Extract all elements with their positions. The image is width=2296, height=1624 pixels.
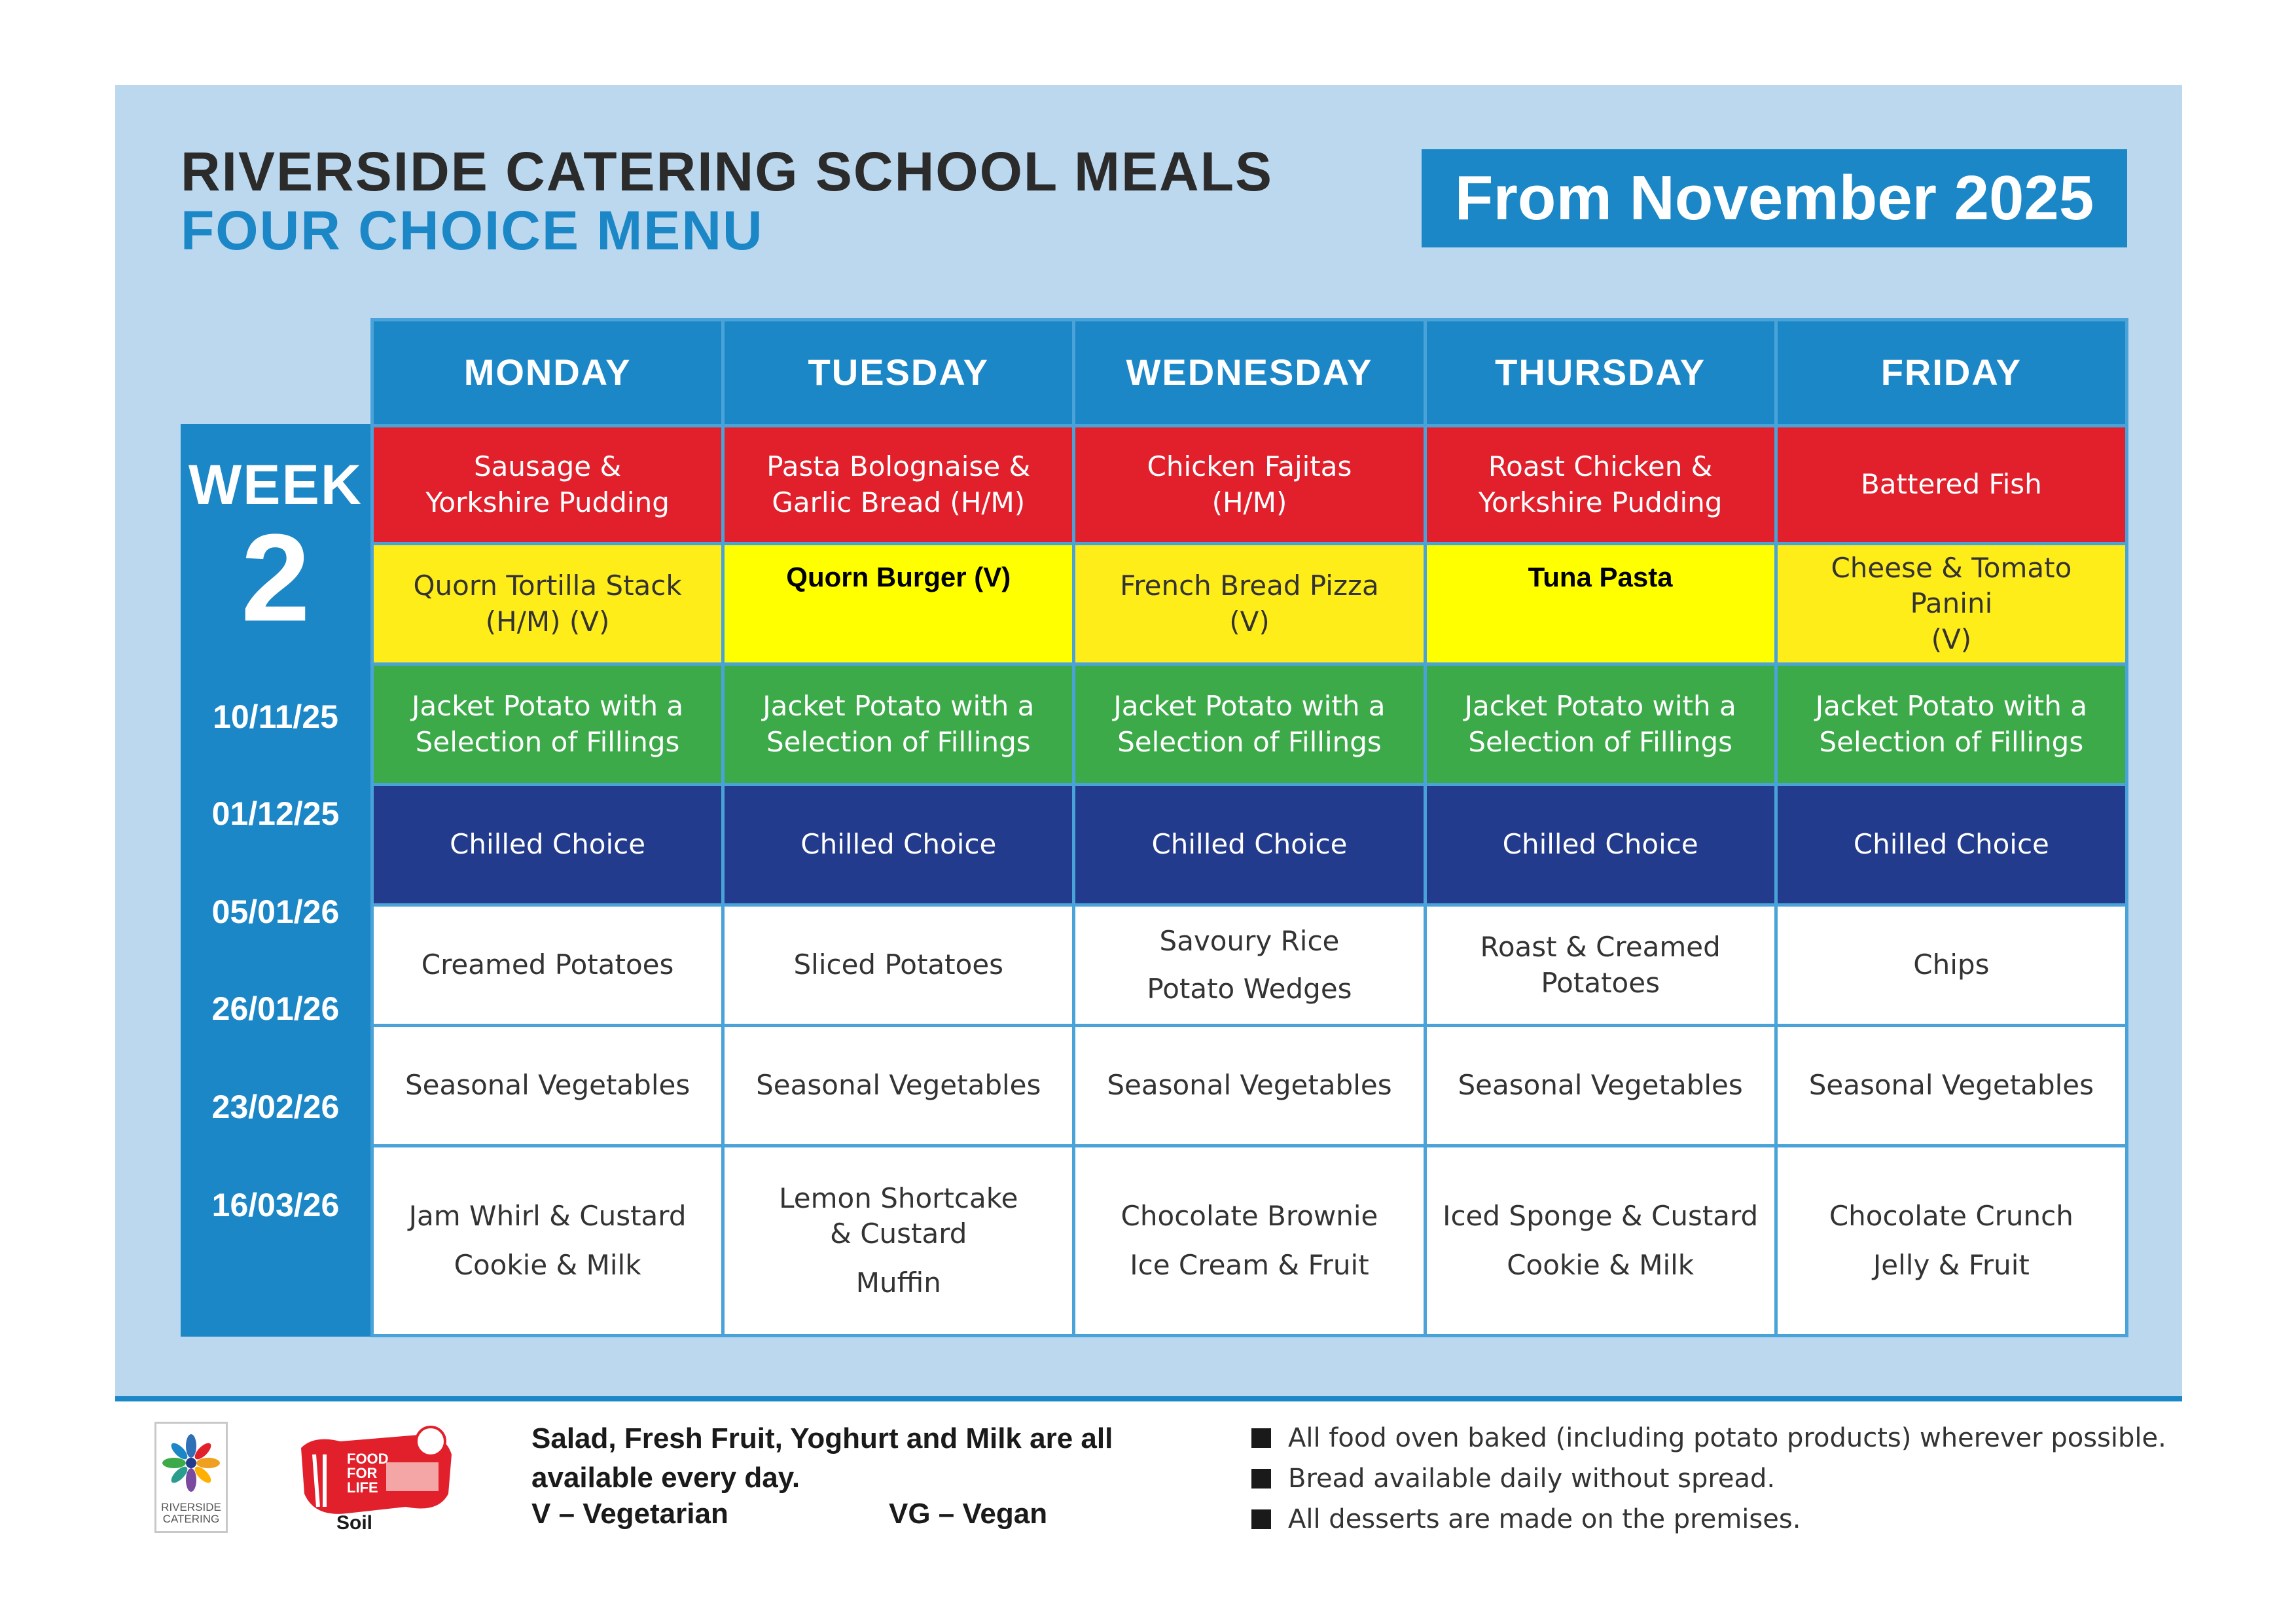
- week-date: 16/03/26: [211, 1187, 340, 1223]
- cell-line: Potato Wedges: [1147, 972, 1352, 1005]
- dessert-row: [372, 1146, 2127, 1336]
- menu-cell: [372, 664, 723, 785]
- cell-line: Selection of Fillings: [766, 725, 1031, 758]
- cell-line: Yorkshire Pudding: [425, 486, 670, 518]
- week-column: [181, 424, 370, 1337]
- date-banner: From November 2025: [1422, 149, 2127, 247]
- cell-line: Jacket Potato with a: [762, 689, 1035, 722]
- week-date: 26/01/26: [211, 990, 340, 1027]
- cell-line: (V): [1229, 605, 1270, 638]
- flower-emblem-icon: [156, 1429, 226, 1501]
- day-header-friday: FRIDAY: [1776, 320, 2126, 426]
- menu-cell: [372, 1146, 723, 1336]
- menu-cell: [723, 426, 1074, 544]
- menu-cell: [372, 544, 723, 664]
- logo-text-line: LIFE: [347, 1479, 378, 1496]
- menu-grid: [370, 318, 2128, 1337]
- square-bullet-icon: [1251, 1469, 1271, 1489]
- sides-row: [372, 905, 2127, 1026]
- menu-cell: Seasonal Vegetables: [1425, 1026, 1776, 1146]
- cell-line: Potatoes: [1541, 966, 1660, 999]
- cell-line: Cookie & Milk: [454, 1248, 641, 1281]
- day-header-row: [372, 320, 2127, 426]
- jacket-potato-row: [372, 664, 2127, 785]
- menu-cell: [1776, 544, 2126, 664]
- day-header-tuesday: TUESDAY: [723, 320, 1074, 426]
- square-bullet-icon: [1251, 1428, 1271, 1448]
- cell-line: Battered Fish: [1860, 468, 2042, 501]
- soil-association-text: Soil: [336, 1512, 373, 1534]
- cell-line: Lemon Shortcake: [779, 1182, 1018, 1214]
- menu-cell: Chilled Choice: [1776, 785, 2126, 905]
- note-item: [1251, 1499, 2166, 1540]
- menu-cell: [1776, 426, 2126, 544]
- menu-table: [370, 318, 2128, 1337]
- cell-line: Quorn Burger (V): [786, 562, 1011, 592]
- vegetables-row: [372, 1026, 2127, 1146]
- availability-line: available every day.: [531, 1461, 800, 1494]
- main-choice-row: [372, 426, 2127, 544]
- cell-line: Iced Sponge & Custard: [1443, 1199, 1759, 1232]
- cell-line: Jacket Potato with a: [1464, 689, 1736, 722]
- week-label: WEEK: [188, 454, 363, 516]
- menu-cell: [1425, 544, 1776, 664]
- cell-line: Creamed Potatoes: [421, 948, 674, 981]
- cell-line: Chocolate Crunch: [1829, 1199, 2073, 1232]
- day-header-monday: MONDAY: [372, 320, 723, 426]
- riverside-logo-text: [156, 1502, 226, 1526]
- square-bullet-icon: [1251, 1509, 1271, 1529]
- menu-cell: [1776, 905, 2126, 1026]
- cell-line: Chips: [1913, 948, 1990, 981]
- cell-line: Sliced Potatoes: [793, 948, 1004, 981]
- note-item: [1251, 1418, 2166, 1458]
- week-number: 2: [241, 509, 310, 647]
- cell-line: Roast Chicken &: [1488, 450, 1713, 482]
- cell-line: (H/M): [1211, 486, 1287, 518]
- cell-line: (V): [1931, 623, 1972, 655]
- cell-line: & Custard: [830, 1218, 967, 1250]
- logo-text-line: FOR: [347, 1465, 378, 1481]
- menu-cell: [1776, 664, 2126, 785]
- menu-cell: [1074, 426, 1425, 544]
- cell-line: Garlic Bread (H/M): [772, 486, 1026, 518]
- logo-text-line: CATERING: [162, 1513, 220, 1526]
- page-title: RIVERSIDE CATERING SCHOOL MEALS: [181, 141, 1274, 202]
- cell-line: Quorn Tortilla Stack: [413, 569, 682, 602]
- cell-line: Jelly & Fruit: [1873, 1248, 2030, 1281]
- footer-divider: [115, 1396, 2182, 1401]
- cell-line: Chocolate Brownie: [1121, 1199, 1378, 1232]
- cell-line: Jacket Potato with a: [412, 689, 684, 722]
- menu-cell: [1074, 1146, 1425, 1336]
- note-text: Bread available daily without spread.: [1288, 1464, 1776, 1494]
- food-for-life-logo: [288, 1415, 458, 1537]
- day-header-thursday: THURSDAY: [1425, 320, 1776, 426]
- riverside-logo: [154, 1422, 228, 1533]
- cell-line: Pasta Bolognaise &: [766, 450, 1031, 482]
- logo-text-line: RIVERSIDE: [161, 1500, 221, 1513]
- note-text: All food oven baked (including potato products) wherever possible.: [1288, 1423, 2166, 1453]
- week-date: 10/11/25: [213, 698, 338, 735]
- cell-line: Selection of Fillings: [1819, 725, 2084, 758]
- cell-line: Cookie & Milk: [1507, 1248, 1695, 1281]
- logo-text-line: FOOD: [347, 1451, 389, 1467]
- week-date: 05/01/26: [211, 893, 340, 930]
- cell-line: Savoury Rice: [1159, 924, 1340, 957]
- cell-line: Cheese & Tomato Panini: [1831, 551, 2072, 620]
- menu-cell: [372, 905, 723, 1026]
- week-date: 01/12/25: [211, 795, 340, 832]
- cell-line: Chicken Fajitas: [1147, 450, 1352, 482]
- cell-line: French Bread Pizza: [1120, 569, 1379, 602]
- menu-cell: [1074, 544, 1425, 664]
- menu-cell: Seasonal Vegetables: [1074, 1026, 1425, 1146]
- menu-cell: [1074, 905, 1425, 1026]
- cell-line: Jacket Potato with a: [1113, 689, 1386, 722]
- menu-cell: Chilled Choice: [1074, 785, 1425, 905]
- food-for-life-text: [347, 1452, 389, 1495]
- cell-line: Jacket Potato with a: [1815, 689, 2087, 722]
- menu-cell: [1425, 1146, 1776, 1336]
- menu-cell: [723, 1146, 1074, 1336]
- menu-cell: Seasonal Vegetables: [723, 1026, 1074, 1146]
- menu-cell: [372, 426, 723, 544]
- menu-cell: Chilled Choice: [372, 785, 723, 905]
- cell-line: Muffin: [855, 1266, 941, 1299]
- cell-line: Roast & Creamed: [1480, 930, 1721, 963]
- menu-cell: [1425, 664, 1776, 785]
- menu-cell: [723, 544, 1074, 664]
- menu-cell: [723, 905, 1074, 1026]
- notes-list: [1251, 1418, 2166, 1540]
- menu-cell: Chilled Choice: [1425, 785, 1776, 905]
- note-item: [1251, 1458, 2166, 1499]
- cell-line: (H/M) (V): [485, 605, 610, 638]
- menu-cell: Seasonal Vegetables: [372, 1026, 723, 1146]
- menu-cell: Chilled Choice: [723, 785, 1074, 905]
- cell-line: Ice Cream & Fruit: [1130, 1248, 1369, 1281]
- menu-cell: [1776, 1146, 2126, 1336]
- menu-cell: [1425, 426, 1776, 544]
- cell-line: Sausage &: [473, 450, 622, 482]
- cell-line: Jam Whirl & Custard: [408, 1199, 687, 1232]
- chilled-choice-row: [372, 785, 2127, 905]
- menu-cell: [1425, 905, 1776, 1026]
- menu-cell: Seasonal Vegetables: [1776, 1026, 2126, 1146]
- availability-note: [531, 1419, 1113, 1498]
- day-header-wednesday: WEDNESDAY: [1074, 320, 1425, 426]
- cell-line: Selection of Fillings: [1468, 725, 1732, 758]
- cell-line: Selection of Fillings: [415, 725, 680, 758]
- note-text: All desserts are made on the premises.: [1288, 1504, 1801, 1534]
- availability-line: Salad, Fresh Fruit, Yoghurt and Milk are all: [531, 1422, 1113, 1454]
- legend-vegan: VG – Vegan: [889, 1498, 1048, 1530]
- menu-cell: [1074, 664, 1425, 785]
- menu-cell: [723, 664, 1074, 785]
- cell-line: Yorkshire Pudding: [1478, 486, 1723, 518]
- cell-line: Selection of Fillings: [1117, 725, 1382, 758]
- cell-line: Tuna Pasta: [1528, 562, 1673, 592]
- week-date: 23/02/26: [211, 1089, 340, 1125]
- vegetarian-choice-row: [372, 544, 2127, 664]
- page-subtitle: FOUR CHOICE MENU: [181, 200, 764, 261]
- legend-vegetarian: V – Vegetarian: [531, 1498, 728, 1530]
